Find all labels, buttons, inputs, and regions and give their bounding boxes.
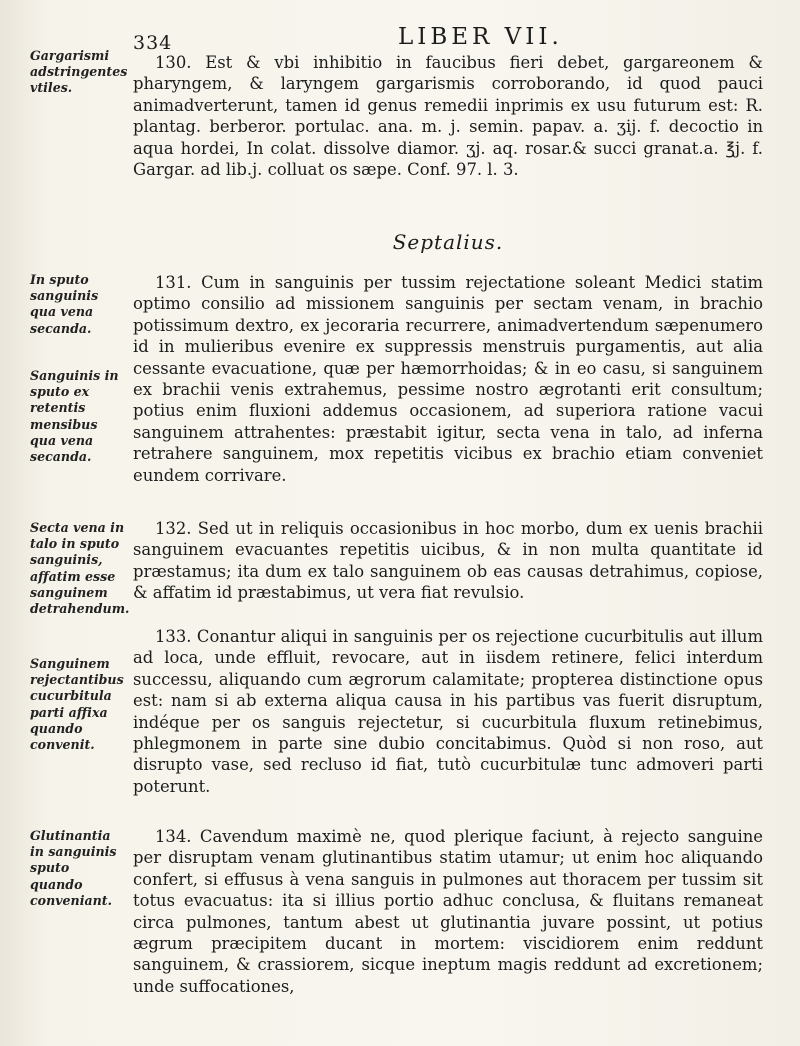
marginal-note-glutinantia [30, 828, 126, 909]
marginal-note-text: Secta vena in talo in sputo sanguinis, affatim esse sanguinem detrahendum. [30, 520, 130, 617]
paragraph-132 [133, 518, 763, 604]
paragraph-text: 134. Cavendum maximè ne, quod plerique faciunt, à rejecto sanguine per disruptam venam glutinantibus statim utamur; ut enim hoc aliquando confert, si effusus à vena sanguis in pulmones aut thoracem per tussim sit totus evacuatus: ita si illius portio adhuc conclusa, & fluitans remaneat circa pulmones, tantum abest ut glutinantia juvare possint, ut potius ægrum præcipitem ducant in mortem: viscidiorem enim reddunt sanguinem, & crassiorem, sicque ineptum magis reddunt ad excretionem; unde suffocationes, [133, 827, 763, 996]
paragraph-130 [133, 52, 763, 180]
marginal-note-gargarismi [30, 48, 126, 97]
page-number: 334 [133, 32, 173, 54]
paragraph-133 [133, 626, 763, 797]
marginal-note-text: Sanguinem rejectantibus cucurbitula parti affixa quando convenit. [30, 656, 124, 753]
paragraph-text: 132. Sed ut in reliquis occasionibus in hoc morbo, dum ex uenis brachii sanguinem evacuantes repetitis uicibus, & in non multa quantitate id præstamus; ita dum ex talo sanguinem ob eas causas detrahimus, copiose, & affatim id præstabimus, ut vera fiat revulsio. [133, 519, 763, 603]
marginal-note-in-sputo [30, 272, 126, 337]
running-head: LIBER VII. [398, 24, 563, 50]
paragraph-text: 130. Est & vbi inhibitio in faucibus fieri debet, gargareonem & pharyngem, & laryngem gargarismis corroborando, id quod pauci animadverterunt, tamen id genus remedii inprimis ex usu futurum est: R. plantag. berberor. portulac. ana. m. j. semin. papav. a. ʒij. f. decoctio in aqua hordei, In colat. dissolve diamor. ʒj. aq. rosar.& succi granat.a. ℥j. f. Gargar. ad lib.j. colluat os sæpe. Conf. 97. l. 3. [133, 53, 763, 180]
paragraph-text: 133. Conantur aliqui in sanguinis per os rejectione cucurbitulis aut illum ad loca, unde effluit, revocare, aut in iisdem retinere, felici interdum successu, aliquando cum ægrorum calamitate; propterea distinctione opus est: nam si ab externa aliqua causa in his partibus vas fuerit disruptum, indéque per os sanguis rejectetur, si cucurbitula fluxum retinebimus, phlegmonem in parte sine dubio concitabimus. Quòd si non roso, aut disrupto vase, sed recluso id fiat, tutò cucurbitulæ tunc admoveri parti poterunt. [133, 627, 763, 796]
marginal-note-secta-vena [30, 520, 130, 617]
marginal-note-ex-retentis [30, 368, 126, 465]
paragraph-131 [133, 272, 763, 486]
marginal-note-text: In sputo sanguinis qua vena secanda. [30, 272, 99, 336]
paragraph-134 [133, 826, 763, 997]
section-heading: Septalius. [392, 230, 504, 254]
marginal-note-text: Glutinantia in sanguinis sputo quando conveniant. [30, 828, 117, 908]
marginal-note-text: Gargarismi adstringentes vtiles. [30, 48, 128, 96]
marginal-note-cucurbitula [30, 656, 126, 753]
paragraph-text: 131. Cum in sanguinis per tussim rejectatione soleant Medici statim optimo consilio ad missionem sanguinis per sectam venam, in brachio potissimum dextro, ex jecoraria recurrere, animadvertendum sæpenumero id in mulieribus evenire ex suppressis menstruis purgamentis, aut alia cessante evacuatione, quæ per hæmorrhoidas; & in eo casu, si sanguinem ex brachii venis extrahemus, pessime nostro ægrotanti erit consultum; potius enim fluxioni addemus occasionem, ad superiora ratione vacui sanguinem attrahentes: præstabit igitur, secta vena in talo, ad inferna retrahere sanguinem, mox repetitis vicibus ex brachio etiam conveniet eundem corrivare. [133, 273, 763, 485]
marginal-note-text: Sanguinis in sputo ex retentis mensibus qua vena secanda. [30, 368, 119, 465]
